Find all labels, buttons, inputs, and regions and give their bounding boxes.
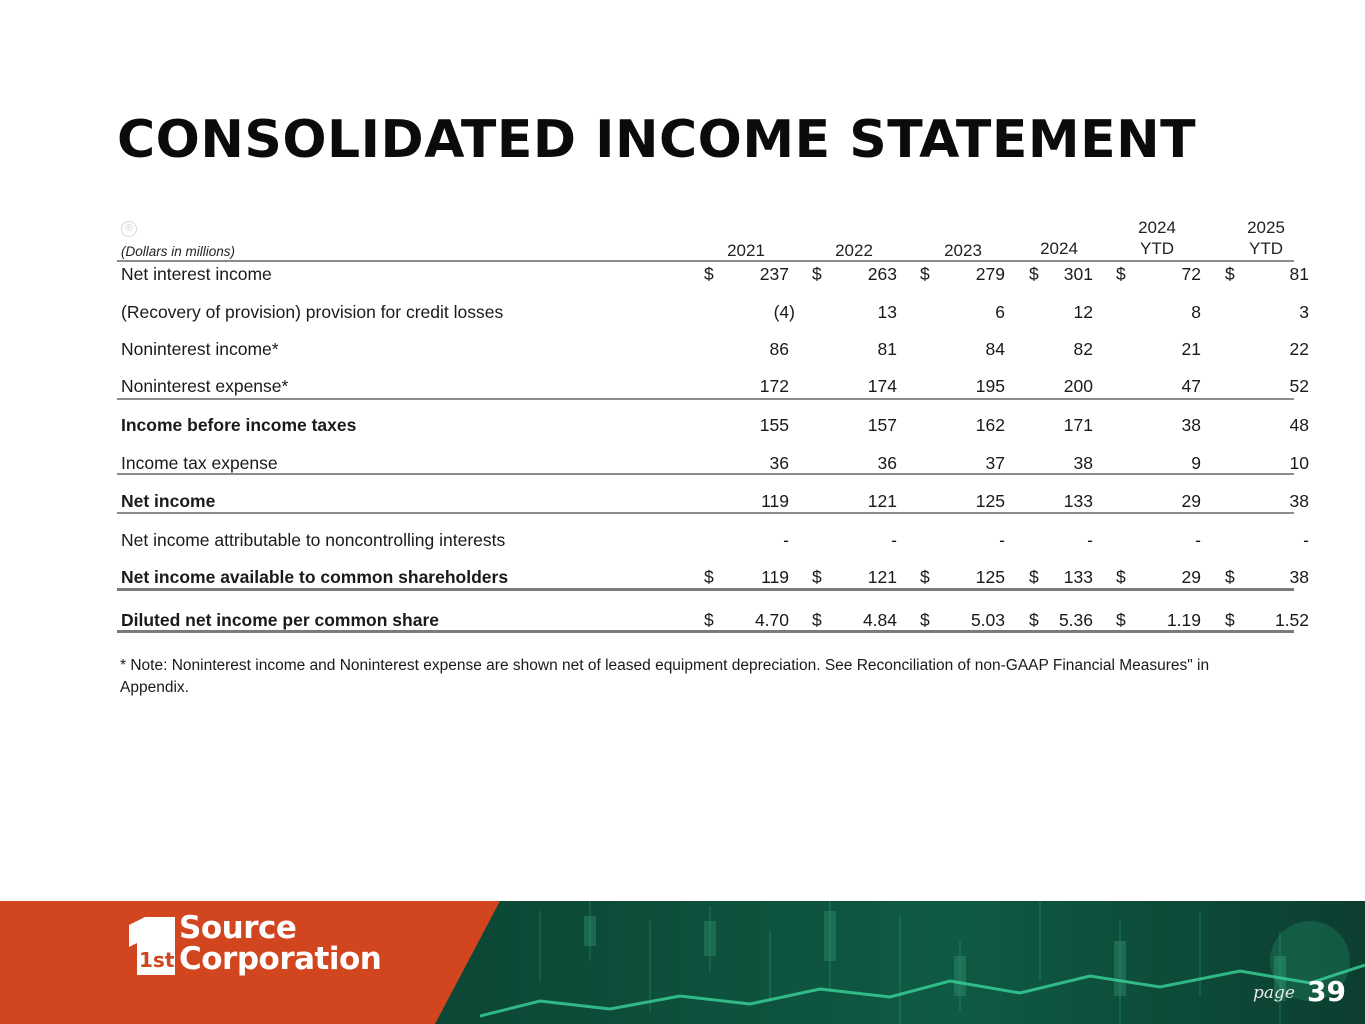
logo-wordmark: Source Corporation [179,910,382,977]
table-row [117,563,1309,600]
currency-symbol: $ [812,567,822,587]
currency-symbol: $ [1029,610,1039,630]
cell-value: 125 [975,567,1005,587]
rule-before-net-income [117,473,1294,475]
cell-value: (4) [773,302,795,322]
column-header-2023: 2023 [944,241,982,260]
cell-value: 12 [1073,302,1093,322]
cell-value: 10 [1289,453,1309,473]
cell-value: 279 [975,264,1005,284]
cell-value: - [1303,530,1309,550]
cell-value: 172 [759,376,789,396]
column-header-2024: 2024 [1040,239,1078,258]
row-label: Noninterest expense* [121,376,289,396]
cell-value: 5.03 [970,610,1005,630]
page-title: CONSOLIDATED INCOME STATEMENT [117,110,1197,170]
cell-value: - [891,530,897,550]
table-row [117,449,1309,486]
page-number: 39 [1307,975,1346,1008]
cell-value: 86 [769,339,789,359]
cell-value: 121 [867,491,897,511]
cell-value: 1.19 [1166,610,1201,630]
cell-value: 263 [867,264,897,284]
table-row [117,372,1309,409]
watermark-icon: ® [121,221,137,237]
cell-value: 72 [1181,264,1201,284]
cell-value: - [999,530,1005,550]
cell-value: 155 [759,415,789,435]
row-label: (Recovery of provision) provision for credit losses [121,302,504,322]
row-label: Net income attributable to noncontrolling interests [121,530,506,550]
cell-value: 4.84 [862,610,897,630]
cell-value: 157 [867,415,897,435]
cell-value: 22 [1289,339,1309,359]
currency-symbol: $ [920,610,930,630]
cell-value: 1.52 [1274,610,1309,630]
cell-value: 38 [1289,567,1309,587]
cell-value: 174 [867,376,897,396]
cell-value: - [1195,530,1201,550]
row-label: Net income [121,491,216,511]
currency-symbol: $ [1116,610,1126,630]
rule-after-net-income [117,512,1294,514]
cell-value: 162 [975,415,1005,435]
currency-symbol: $ [812,610,822,630]
table-bottom-rule [117,630,1294,633]
currency-symbol: $ [812,264,822,284]
rule-before-income-before-taxes [117,398,1294,400]
cell-value: 200 [1063,376,1093,396]
row-label: Net interest income [121,264,272,284]
currency-symbol: $ [1029,264,1039,284]
table-row [117,487,1309,524]
company-logo [125,910,455,985]
cell-value: 29 [1181,567,1201,587]
cell-value: 38 [1289,491,1309,511]
cell-value: 52 [1289,376,1309,396]
cell-value: 133 [1063,491,1093,511]
currency-symbol: $ [704,264,714,284]
table-row [117,526,1309,563]
cell-value: 36 [769,453,789,473]
page-word: page [1253,983,1295,1003]
rule-after-available-to-common [117,588,1294,591]
logo-mark-icon [125,917,175,975]
svg-text:1st: 1st [139,948,175,972]
currency-symbol: $ [1029,567,1039,587]
cell-value: 133 [1063,567,1093,587]
cell-value: 4.70 [754,610,789,630]
row-label: Net income available to common shareholders [121,567,509,587]
currency-symbol: $ [1225,264,1235,284]
table-row [117,335,1309,372]
cell-value: 301 [1063,264,1093,284]
cell-value: - [783,530,789,550]
cell-value: 29 [1181,491,1201,511]
cell-value: 38 [1181,415,1201,435]
currency-symbol: $ [920,567,930,587]
cell-value: 237 [759,264,789,284]
currency-symbol: $ [920,264,930,284]
currency-symbol: $ [1116,567,1126,587]
cell-value: 47 [1181,376,1201,396]
cell-value: 3 [1299,302,1309,322]
column-header-2025-ytd: 2025 YTD [1247,218,1285,258]
cell-value: 119 [761,491,789,511]
cell-value: 8 [1191,302,1201,322]
row-label: Income tax expense [121,453,278,473]
cell-value: 37 [985,453,1005,473]
units-label: (Dollars in millions) [121,244,236,259]
cell-value: 48 [1289,415,1309,435]
row-label: Income before income taxes [121,415,357,435]
cell-value: 81 [877,339,897,359]
currency-symbol: $ [704,610,714,630]
footnote: * Note: Noninterest income and Noninterest expense are shown net of leased equipment depreciation. See Reconciliation of non-GAAP Financial Measures" in Appendix. [120,657,1210,696]
currency-symbol: $ [704,567,714,587]
column-header-2024-ytd: 2024 YTD [1138,218,1176,258]
row-label: Diluted net income per common share [121,610,439,630]
cell-value: 36 [877,453,897,473]
row-label: Noninterest income* [121,339,279,359]
cell-value: 81 [1289,264,1309,284]
table-row [117,411,1309,448]
cell-value: 121 [867,567,897,587]
cell-value: 9 [1191,453,1201,473]
currency-symbol: $ [1225,567,1235,587]
column-header-2022: 2022 [835,241,873,260]
cell-value: 13 [877,302,897,322]
column-header-2021: 2021 [727,241,765,260]
table-row [117,606,1309,643]
cell-value: 84 [985,339,1005,359]
stock-chart-decoration [480,901,1365,1024]
cell-value: - [1087,530,1093,550]
cell-value: 82 [1073,339,1093,359]
table-row [117,260,1309,297]
currency-symbol: $ [1116,264,1126,284]
cell-value: 125 [975,491,1005,511]
cell-value: 5.36 [1058,610,1093,630]
footer-banner [0,901,1365,1024]
cell-value: 171 [1063,415,1093,435]
cell-value: 38 [1073,453,1093,473]
currency-symbol: $ [1225,610,1235,630]
table-row [117,298,1309,335]
cell-value: 6 [995,302,1005,322]
cell-value: 21 [1181,339,1201,359]
cell-value: 195 [975,376,1005,396]
cell-value: 119 [761,567,789,587]
